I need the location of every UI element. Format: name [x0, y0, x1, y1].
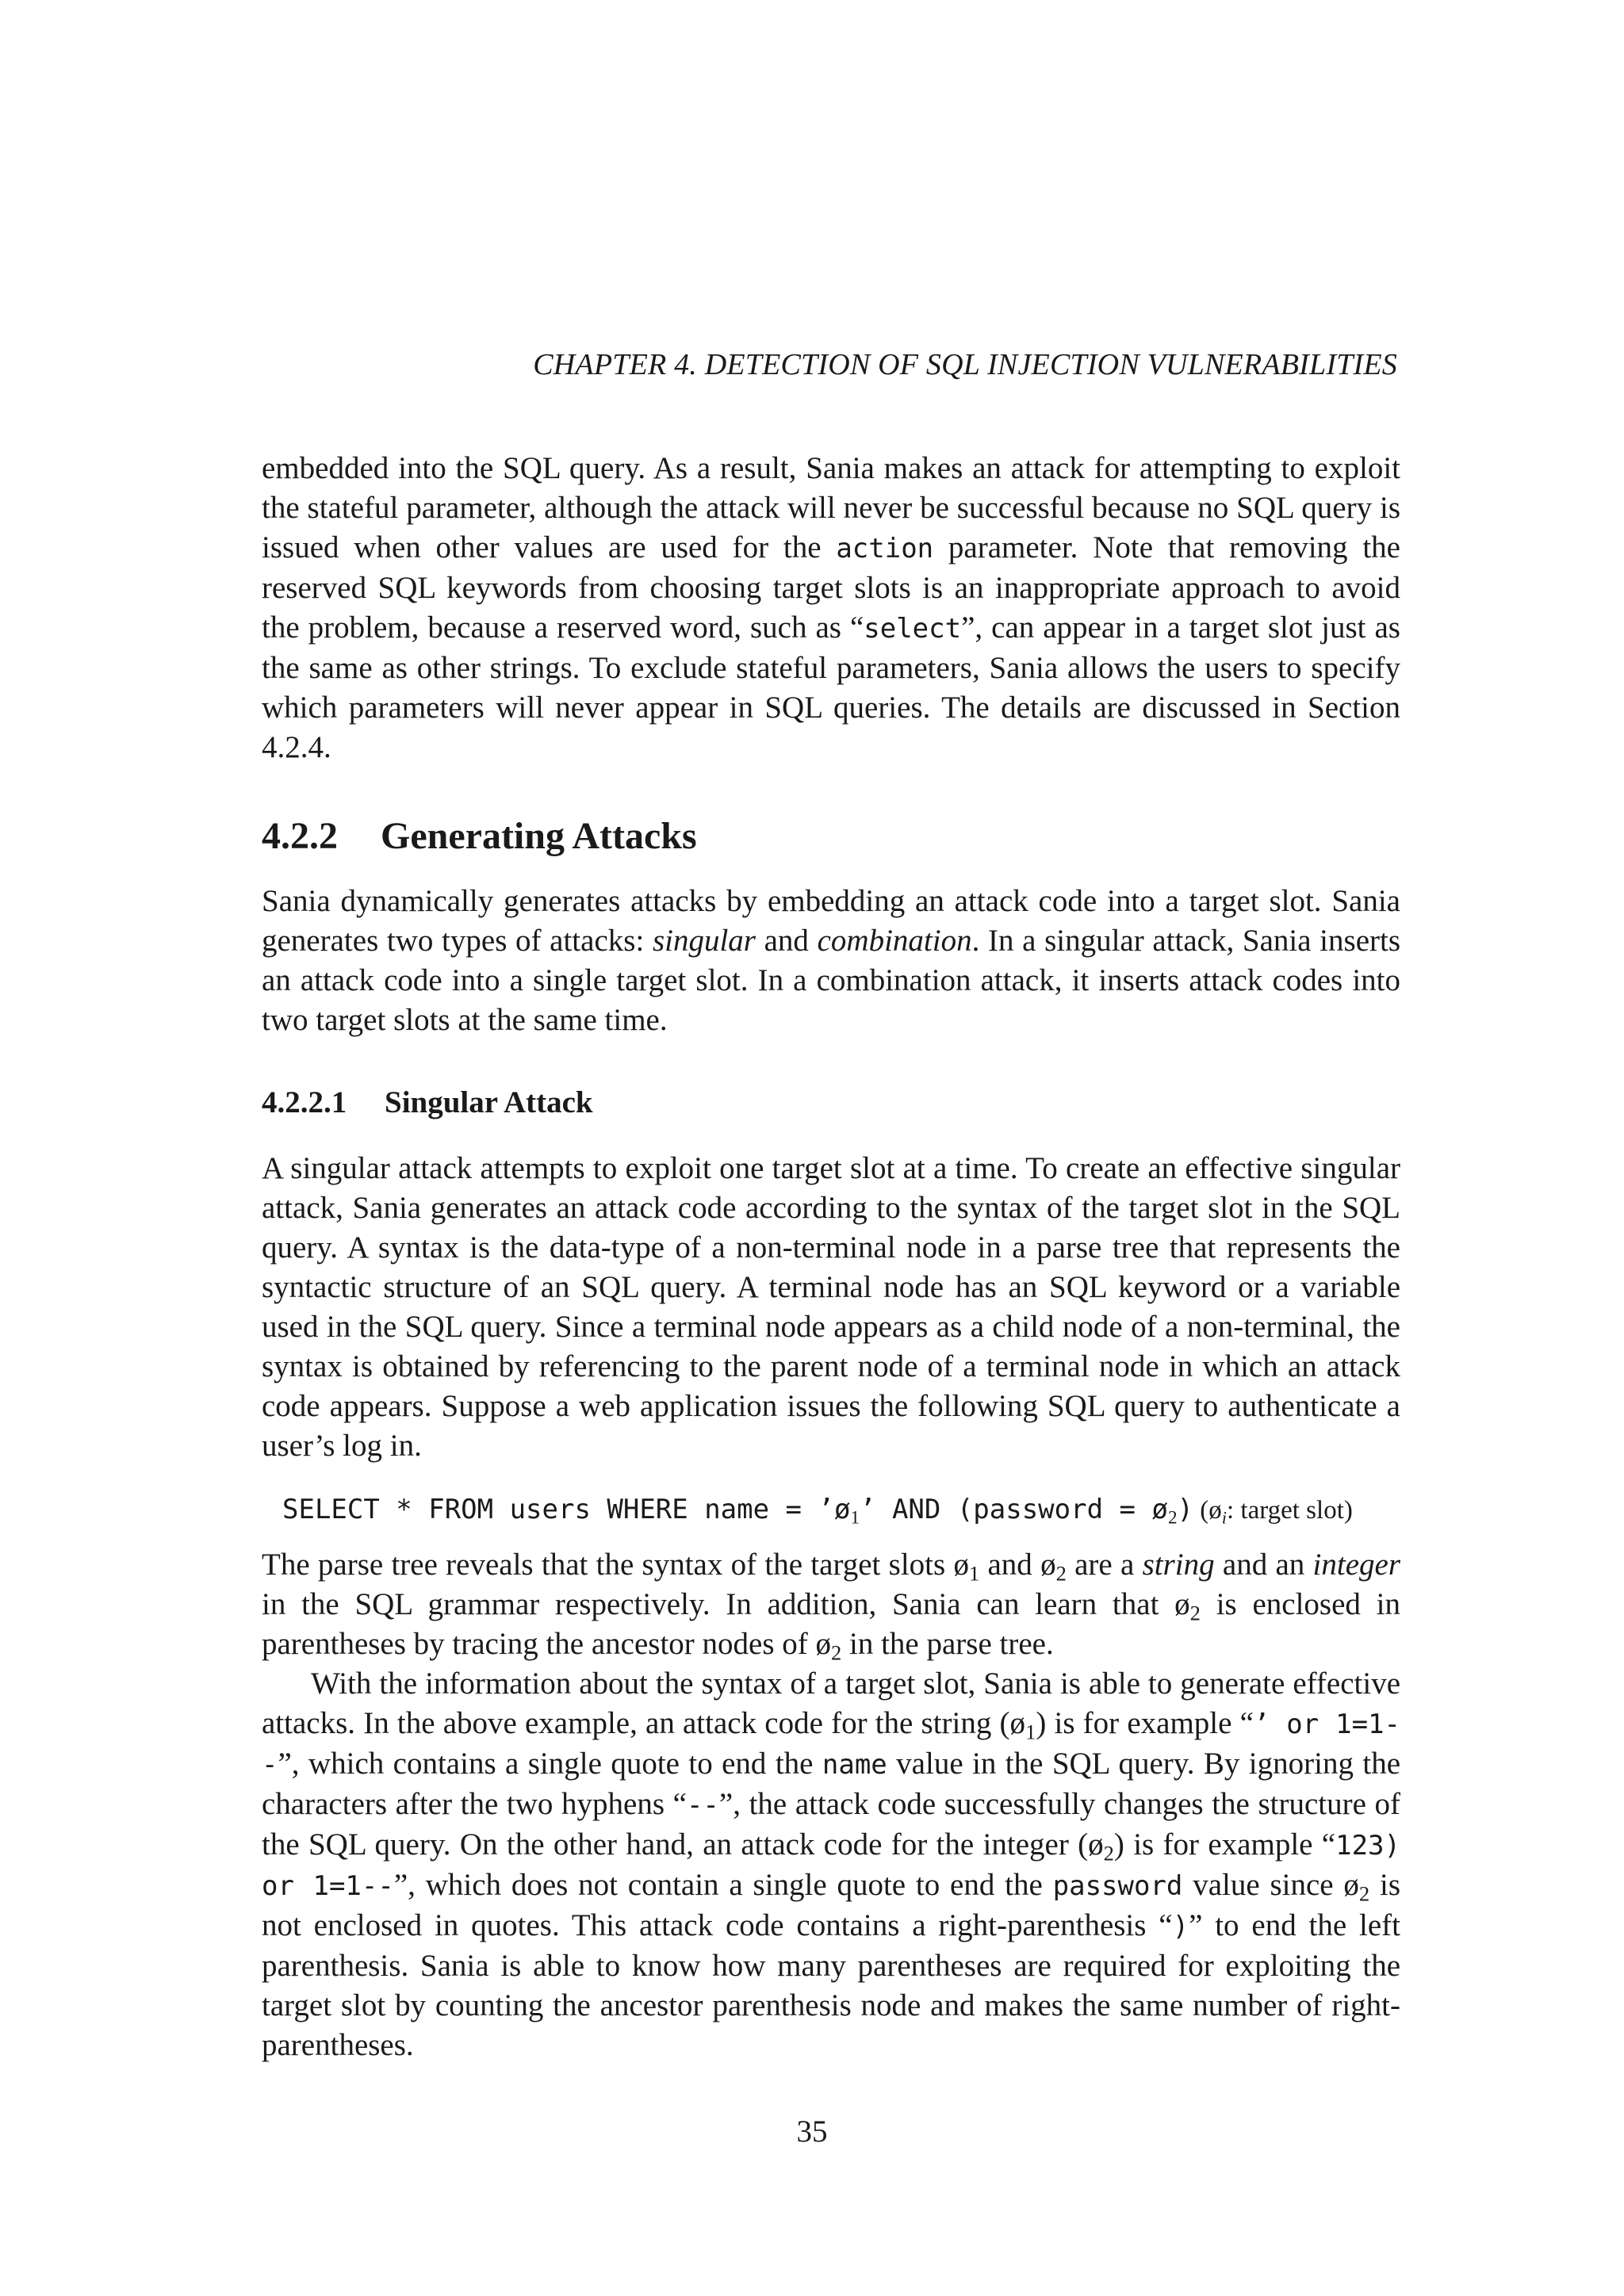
text-span: and	[755, 924, 818, 958]
note-text: (ø	[1193, 1496, 1222, 1525]
text-span: ”, can appear in a target slot just as the same as other strings. To exclude stateful parameters, Sania allows the users to specify which parameters will never appear in SQL queries. The details are discussed in Section 4.2.4.	[262, 610, 1400, 764]
text-span: ”, which contains a single quote to end the	[278, 1747, 822, 1781]
text-span: in the SQL grammar respectively. In addition, Sania can learn that ø	[262, 1587, 1190, 1621]
subscript: 1	[850, 1507, 860, 1529]
text-span: With the information about the syntax of a target slot, Sania is able to generate effective attacks. In the above example, an attack code for the string (ø	[262, 1667, 1400, 1740]
subscript: 1	[968, 1561, 980, 1586]
text-span: value since ø	[1182, 1868, 1359, 1902]
section-number: 4.2.2	[262, 815, 338, 857]
text-span: ” to end the left parenthesis. Sania is able to know how many parentheses are required for exploiting the target slot by counting the ancestor parenthesis node and makes the same number of right-parentheses.	[262, 1908, 1400, 2062]
code-password: password	[1052, 1870, 1183, 1902]
code-action: action	[836, 533, 934, 564]
paragraph-parse-tree	[262, 1545, 1400, 2065]
subscript: 2	[831, 1640, 842, 1665]
code-right-parenthesis: )	[1172, 1911, 1189, 1942]
text-span: ”, the attack code successfully changes the structure of the SQL query. On the other hand, an attack code for the integer (ø	[262, 1787, 1400, 1862]
subscript: i	[1221, 1507, 1227, 1528]
paragraph-generating-attacks	[262, 882, 1400, 1040]
subscript: 2	[1103, 1841, 1114, 1866]
paragraph-singular-attack	[262, 1149, 1400, 1466]
text-span: in the parse tree.	[841, 1627, 1054, 1661]
emphasis-combination: combination	[817, 924, 972, 958]
subscript: 2	[1358, 1881, 1370, 1906]
subscript: 2	[1167, 1507, 1178, 1529]
subsection-title: Singular Attack	[385, 1085, 593, 1119]
text-span: and an	[1214, 1548, 1313, 1582]
code-select: select	[864, 613, 962, 645]
text-span: and ø	[979, 1548, 1056, 1582]
text-span: is enclosed in parentheses by tracing the ancestor nodes of ø	[262, 1587, 1400, 1661]
code-attack-string: ’ or 1=1--	[262, 1709, 1401, 1781]
running-head: CHAPTER 4. DETECTION OF SQL INJECTION VULNERABILITIES	[533, 348, 1397, 381]
text-span: . In a singular attack, Sania inserts an attack code into a single target slot. In a combination attack, it inserts attack codes into two target slots at the same time.	[262, 924, 1401, 1037]
text-span: ) is for example “	[1036, 1706, 1254, 1740]
subsection-heading	[262, 1085, 593, 1120]
code-hyphens: --	[686, 1789, 719, 1821]
text-span: are a	[1066, 1548, 1143, 1582]
page-number: 35	[796, 2114, 828, 2149]
emphasis-string: string	[1142, 1548, 1215, 1582]
text-span: ”, which does not contain a single quote to end the	[393, 1868, 1053, 1902]
emphasis-singular: singular	[652, 924, 756, 958]
paragraph-text: A singular attack attempts to exploit one target slot at a time. To create an effective singular attack, Sania generates an attack code according to the syntax of the target slot in the SQL query. A syntax is the data-type of a non-terminal node in a parse tree that represents the syntactic structure of an SQL query. A terminal node has an SQL keyword or a variable used in the SQL query. Since a terminal node appears as a child node of a non-terminal, the syntax is obtained by referencing to the parent node of a terminal node in which an attack code appears. Suppose a web application issues the following SQL query to authenticate a user’s log in.	[262, 1151, 1400, 1463]
section-title: Generating Attacks	[381, 815, 697, 857]
subscript: 2	[1189, 1601, 1201, 1625]
text-span: value in the SQL query. By ignoring the characters after the two hyphens “	[262, 1747, 1400, 1821]
subsection-number: 4.2.2.1	[262, 1085, 347, 1119]
code-part: )	[1177, 1494, 1193, 1525]
text-span: is not enclosed in quotes. This attack code contains a right-parenthesis “	[262, 1868, 1401, 1942]
text-span: ) is for example “	[1113, 1827, 1336, 1862]
emphasis-integer: integer	[1312, 1548, 1401, 1582]
subscript: 1	[1025, 1720, 1036, 1744]
subscript: 2	[1055, 1561, 1067, 1586]
section-heading	[262, 814, 697, 858]
text-span: embedded into the SQL query. As a result, Sania makes an attack for attempting to exploit the stateful parameter, although the attack will never be successful because no SQL query is issued when other values are used for the	[262, 451, 1400, 564]
code-part: SELECT * FROM users WHERE name = ’ø	[282, 1494, 851, 1525]
code-name: name	[822, 1749, 887, 1781]
code-attack-integer: 123) or 1=1--	[262, 1830, 1400, 1902]
note-text: : target slot)	[1226, 1496, 1353, 1525]
text-span: The parse tree reveals that the syntax of the target slots ø	[262, 1548, 969, 1582]
code-part: ’ AND (password = ø	[860, 1494, 1168, 1525]
text-span: parameter. Note that removing the reserved SQL keywords from choosing target slots is an inappropriate approach to avoid the problem, because a reserved word, such as “	[262, 530, 1400, 645]
paragraph-stateful-parameter	[262, 449, 1400, 767]
sql-query-display	[282, 1494, 1353, 1529]
text-span: Sania dynamically generates attacks by embedding an attack code into a target slot. Sania generates two types of attacks:	[262, 884, 1400, 958]
